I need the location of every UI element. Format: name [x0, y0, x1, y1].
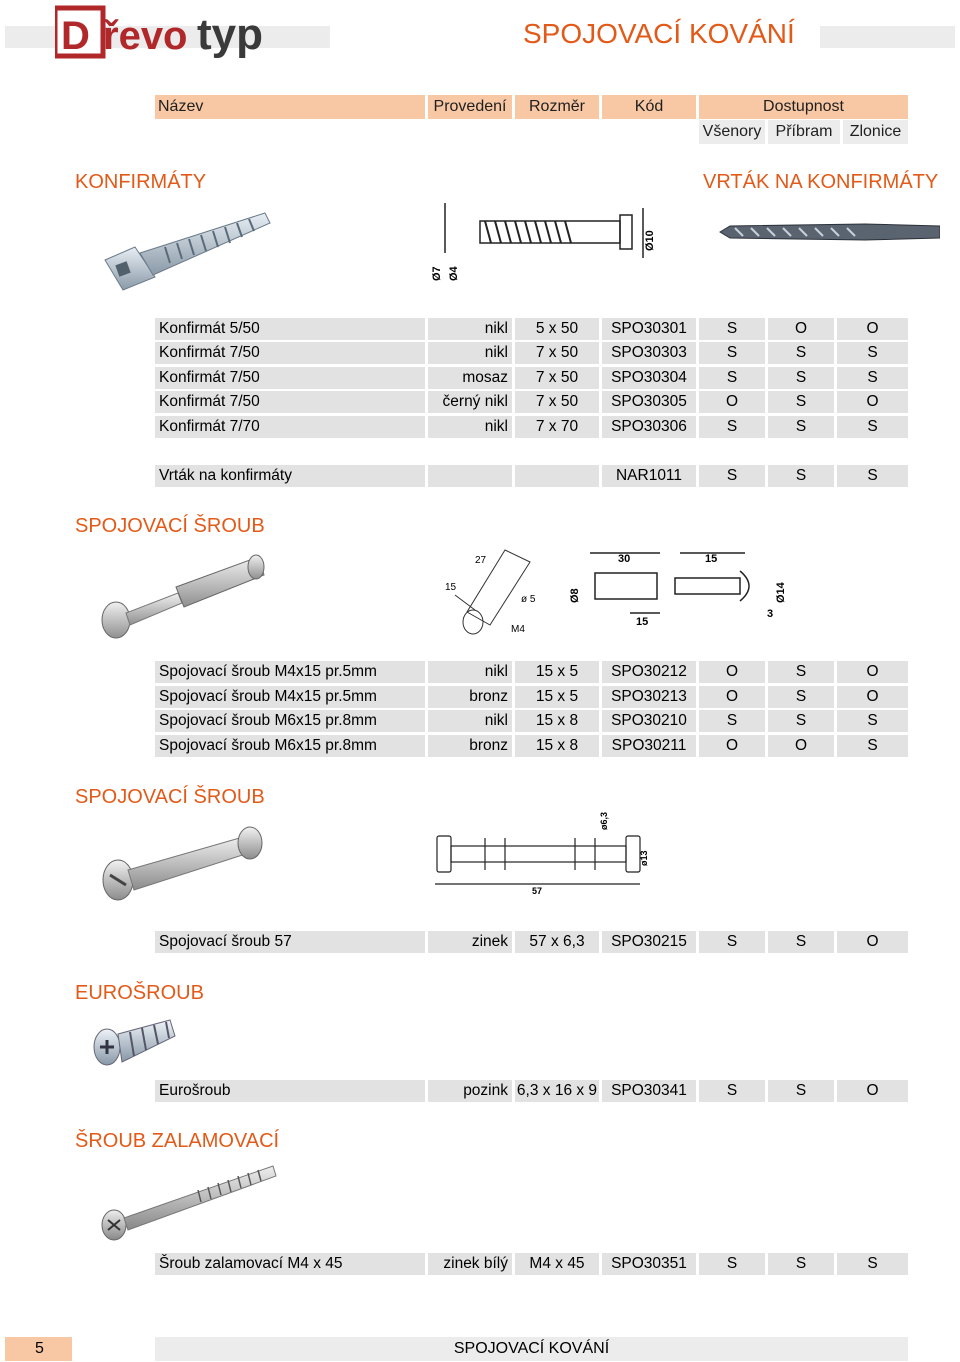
spoj1-label-o5: ø 5: [521, 594, 536, 605]
spoj1-label-d14: Ø14: [775, 582, 787, 603]
svg-text:řevo: řevo: [103, 14, 188, 58]
table-row: [155, 1080, 908, 1102]
cell-name: Konfirmát 7/70: [155, 416, 425, 438]
spoj1-label-15a: 15: [705, 553, 718, 565]
spoj1-label-30: 30: [618, 553, 631, 565]
cell-rozmer: M4 x 45: [515, 1253, 599, 1275]
konf-label-d7: Ø7: [431, 266, 443, 281]
section-spojovaci-sroub-1: SPOJOVACÍ ŠROUB: [75, 515, 265, 537]
cell-vsenory: O: [699, 661, 765, 683]
cell-vsenory: S: [699, 416, 765, 438]
cell-rozmer: 15 x 5: [515, 686, 599, 708]
cell-vsenory: S: [699, 318, 765, 340]
cell-kod: SPO30305: [602, 391, 696, 413]
cell-vsenory: S: [699, 1080, 765, 1102]
cell-rozmer: 7 x 50: [515, 391, 599, 413]
col-header-name: Název: [155, 95, 425, 119]
cell-rozmer: 5 x 50: [515, 318, 599, 340]
cell-vsenory: O: [699, 735, 765, 757]
cell-zlonice: O: [837, 686, 908, 708]
cell-rozmer: [515, 465, 599, 487]
brand-logo: [55, 5, 320, 75]
spoj2-label-57: 57: [532, 886, 543, 896]
section-sroub-zalamovaci: ŠROUB ZALAMOVACÍ: [75, 1130, 280, 1152]
cell-rozmer: 7 x 50: [515, 367, 599, 389]
spoj1-label-m4: M4: [511, 624, 525, 635]
cell-provedeni: bronz: [428, 735, 512, 757]
cell-zlonice: O: [837, 391, 908, 413]
col-header-vsenory: Všenory: [699, 120, 765, 144]
cell-kod: SPO30306: [602, 416, 696, 438]
table-row: [155, 342, 908, 364]
cell-kod: SPO30211: [602, 735, 696, 757]
table-row: [155, 465, 908, 487]
cell-rozmer: 15 x 5: [515, 661, 599, 683]
cell-pribram: S: [768, 661, 834, 683]
cell-name: Spojovací šroub M4x15 pr.5mm: [155, 661, 425, 683]
cell-rozmer: 7 x 50: [515, 342, 599, 364]
cell-vsenory: S: [699, 1253, 765, 1275]
spojovaci-sroub-1-diagram-left: [435, 540, 555, 640]
cell-zlonice: S: [837, 1253, 908, 1275]
spoj1-label-3: 3: [767, 608, 774, 620]
cell-name: Konfirmát 7/50: [155, 391, 425, 413]
cell-pribram: S: [768, 931, 834, 953]
cell-name: Konfirmát 5/50: [155, 318, 425, 340]
table-row: [155, 710, 908, 732]
col-header-kod: Kód: [602, 95, 696, 119]
cell-kod: NAR1011: [602, 465, 696, 487]
table-row: [155, 735, 908, 757]
cell-provedeni: zinek bílý: [428, 1253, 512, 1275]
table-row: [155, 1253, 908, 1275]
sroub-zalamovaci-image: [98, 1160, 278, 1245]
spojovaci-sroub-1-diagram-right: [560, 545, 790, 630]
spojovaci-sroub-1-image: [98, 545, 268, 640]
cell-zlonice: S: [837, 367, 908, 389]
cell-name: Spojovací šroub M6x15 pr.8mm: [155, 710, 425, 732]
table-row: [155, 391, 908, 413]
page-number: 5: [5, 1337, 72, 1361]
col-header-dostupnost: Dostupnost: [699, 95, 908, 119]
cell-name: Eurošroub: [155, 1080, 425, 1102]
table-row: [155, 318, 908, 340]
eurosroub-image: [90, 1012, 180, 1072]
cell-zlonice: S: [837, 342, 908, 364]
cell-zlonice: O: [837, 931, 908, 953]
cell-vsenory: O: [699, 391, 765, 413]
svg-text:D: D: [61, 14, 90, 58]
cell-kod: SPO30212: [602, 661, 696, 683]
cell-provedeni: bronz: [428, 686, 512, 708]
drill-bit-image: [715, 218, 940, 246]
cell-zlonice: S: [837, 465, 908, 487]
spoj2-label-d63: ø6,3: [599, 811, 609, 830]
cell-rozmer: 6,3 x 16 x 9: [515, 1080, 599, 1102]
cell-kod: SPO30303: [602, 342, 696, 364]
cell-pribram: O: [768, 318, 834, 340]
konf-label-d10: Ø10: [644, 230, 656, 251]
page-title: SPOJOVACÍ KOVÁNÍ: [523, 18, 795, 49]
cell-name: Spojovací šroub M4x15 pr.5mm: [155, 686, 425, 708]
cell-name: Vrták na konfirmáty: [155, 465, 425, 487]
cell-kod: SPO30301: [602, 318, 696, 340]
svg-text:typ: typ: [197, 10, 263, 59]
col-header-zlonice: Zlonice: [843, 120, 908, 144]
cell-name: Šroub zalamovací M4 x 45: [155, 1253, 425, 1275]
konfirmat-diagram: [425, 193, 660, 288]
cell-name: Konfirmát 7/50: [155, 367, 425, 389]
cell-name: Konfirmát 7/50: [155, 342, 425, 364]
cell-kod: SPO30213: [602, 686, 696, 708]
cell-name: Spojovací šroub M6x15 pr.8mm: [155, 735, 425, 757]
cell-zlonice: S: [837, 735, 908, 757]
col-header-provedeni: Provedení: [428, 95, 512, 119]
cell-vsenory: S: [699, 710, 765, 732]
cell-rozmer: 57 x 6,3: [515, 931, 599, 953]
section-eurosroub: EUROŠROUB: [75, 982, 204, 1004]
spojovaci-sroub-2-diagram: [435, 808, 660, 898]
cell-pribram: S: [768, 686, 834, 708]
section-spojovaci-sroub-2: SPOJOVACÍ ŠROUB: [75, 786, 265, 808]
section-vrtak: VRTÁK NA KONFIRMÁTY: [703, 171, 939, 193]
cell-kod: SPO30215: [602, 931, 696, 953]
cell-pribram: S: [768, 465, 834, 487]
konf-label-d4: Ø4: [448, 266, 460, 281]
cell-pribram: S: [768, 391, 834, 413]
table-row: [155, 367, 908, 389]
konfirmat-screw-image: [95, 205, 275, 295]
cell-pribram: S: [768, 342, 834, 364]
cell-zlonice: O: [837, 318, 908, 340]
cell-vsenory: S: [699, 367, 765, 389]
cell-pribram: S: [768, 710, 834, 732]
cell-provedeni: nikl: [428, 710, 512, 732]
cell-provedeni: černý nikl: [428, 391, 512, 413]
cell-pribram: S: [768, 416, 834, 438]
cell-pribram: S: [768, 1253, 834, 1275]
cell-zlonice: S: [837, 416, 908, 438]
cell-provedeni: nikl: [428, 342, 512, 364]
cell-provedeni: nikl: [428, 318, 512, 340]
col-header-pribram: Příbram: [768, 120, 840, 144]
table-row: [155, 931, 908, 953]
spoj1-label-27: 27: [475, 555, 487, 566]
cell-provedeni: pozink: [428, 1080, 512, 1102]
spojovaci-sroub-2-image: [100, 825, 270, 905]
cell-name: Spojovací šroub 57: [155, 931, 425, 953]
cell-kod: SPO30351: [602, 1253, 696, 1275]
cell-provedeni: zinek: [428, 931, 512, 953]
table-row: [155, 416, 908, 438]
cell-provedeni: nikl: [428, 661, 512, 683]
cell-provedeni: nikl: [428, 416, 512, 438]
cell-pribram: O: [768, 735, 834, 757]
cell-pribram: S: [768, 367, 834, 389]
cell-rozmer: 7 x 70: [515, 416, 599, 438]
cell-provedeni: mosaz: [428, 367, 512, 389]
table-row: [155, 686, 908, 708]
cell-kod: SPO30210: [602, 710, 696, 732]
cell-vsenory: S: [699, 342, 765, 364]
cell-vsenory: S: [699, 465, 765, 487]
cell-zlonice: O: [837, 661, 908, 683]
cell-kod: SPO30341: [602, 1080, 696, 1102]
spoj1-label-15b: 15: [636, 616, 649, 628]
footer-title: SPOJOVACÍ KOVÁNÍ: [155, 1337, 908, 1361]
col-header-rozmer: Rozměr: [515, 95, 599, 119]
spoj1-label-d8: Ø8: [569, 588, 581, 603]
cell-rozmer: 15 x 8: [515, 710, 599, 732]
spoj1-label-15: 15: [445, 582, 457, 593]
cell-provedeni: [428, 465, 512, 487]
cell-pribram: S: [768, 1080, 834, 1102]
cell-rozmer: 15 x 8: [515, 735, 599, 757]
cell-vsenory: O: [699, 686, 765, 708]
section-konfirmaty: KONFIRMÁTY: [75, 171, 207, 193]
cell-zlonice: S: [837, 710, 908, 732]
spoj2-label-d13: ø13: [639, 850, 649, 866]
cell-vsenory: S: [699, 931, 765, 953]
cell-zlonice: O: [837, 1080, 908, 1102]
table-row: [155, 661, 908, 683]
cell-kod: SPO30304: [602, 367, 696, 389]
